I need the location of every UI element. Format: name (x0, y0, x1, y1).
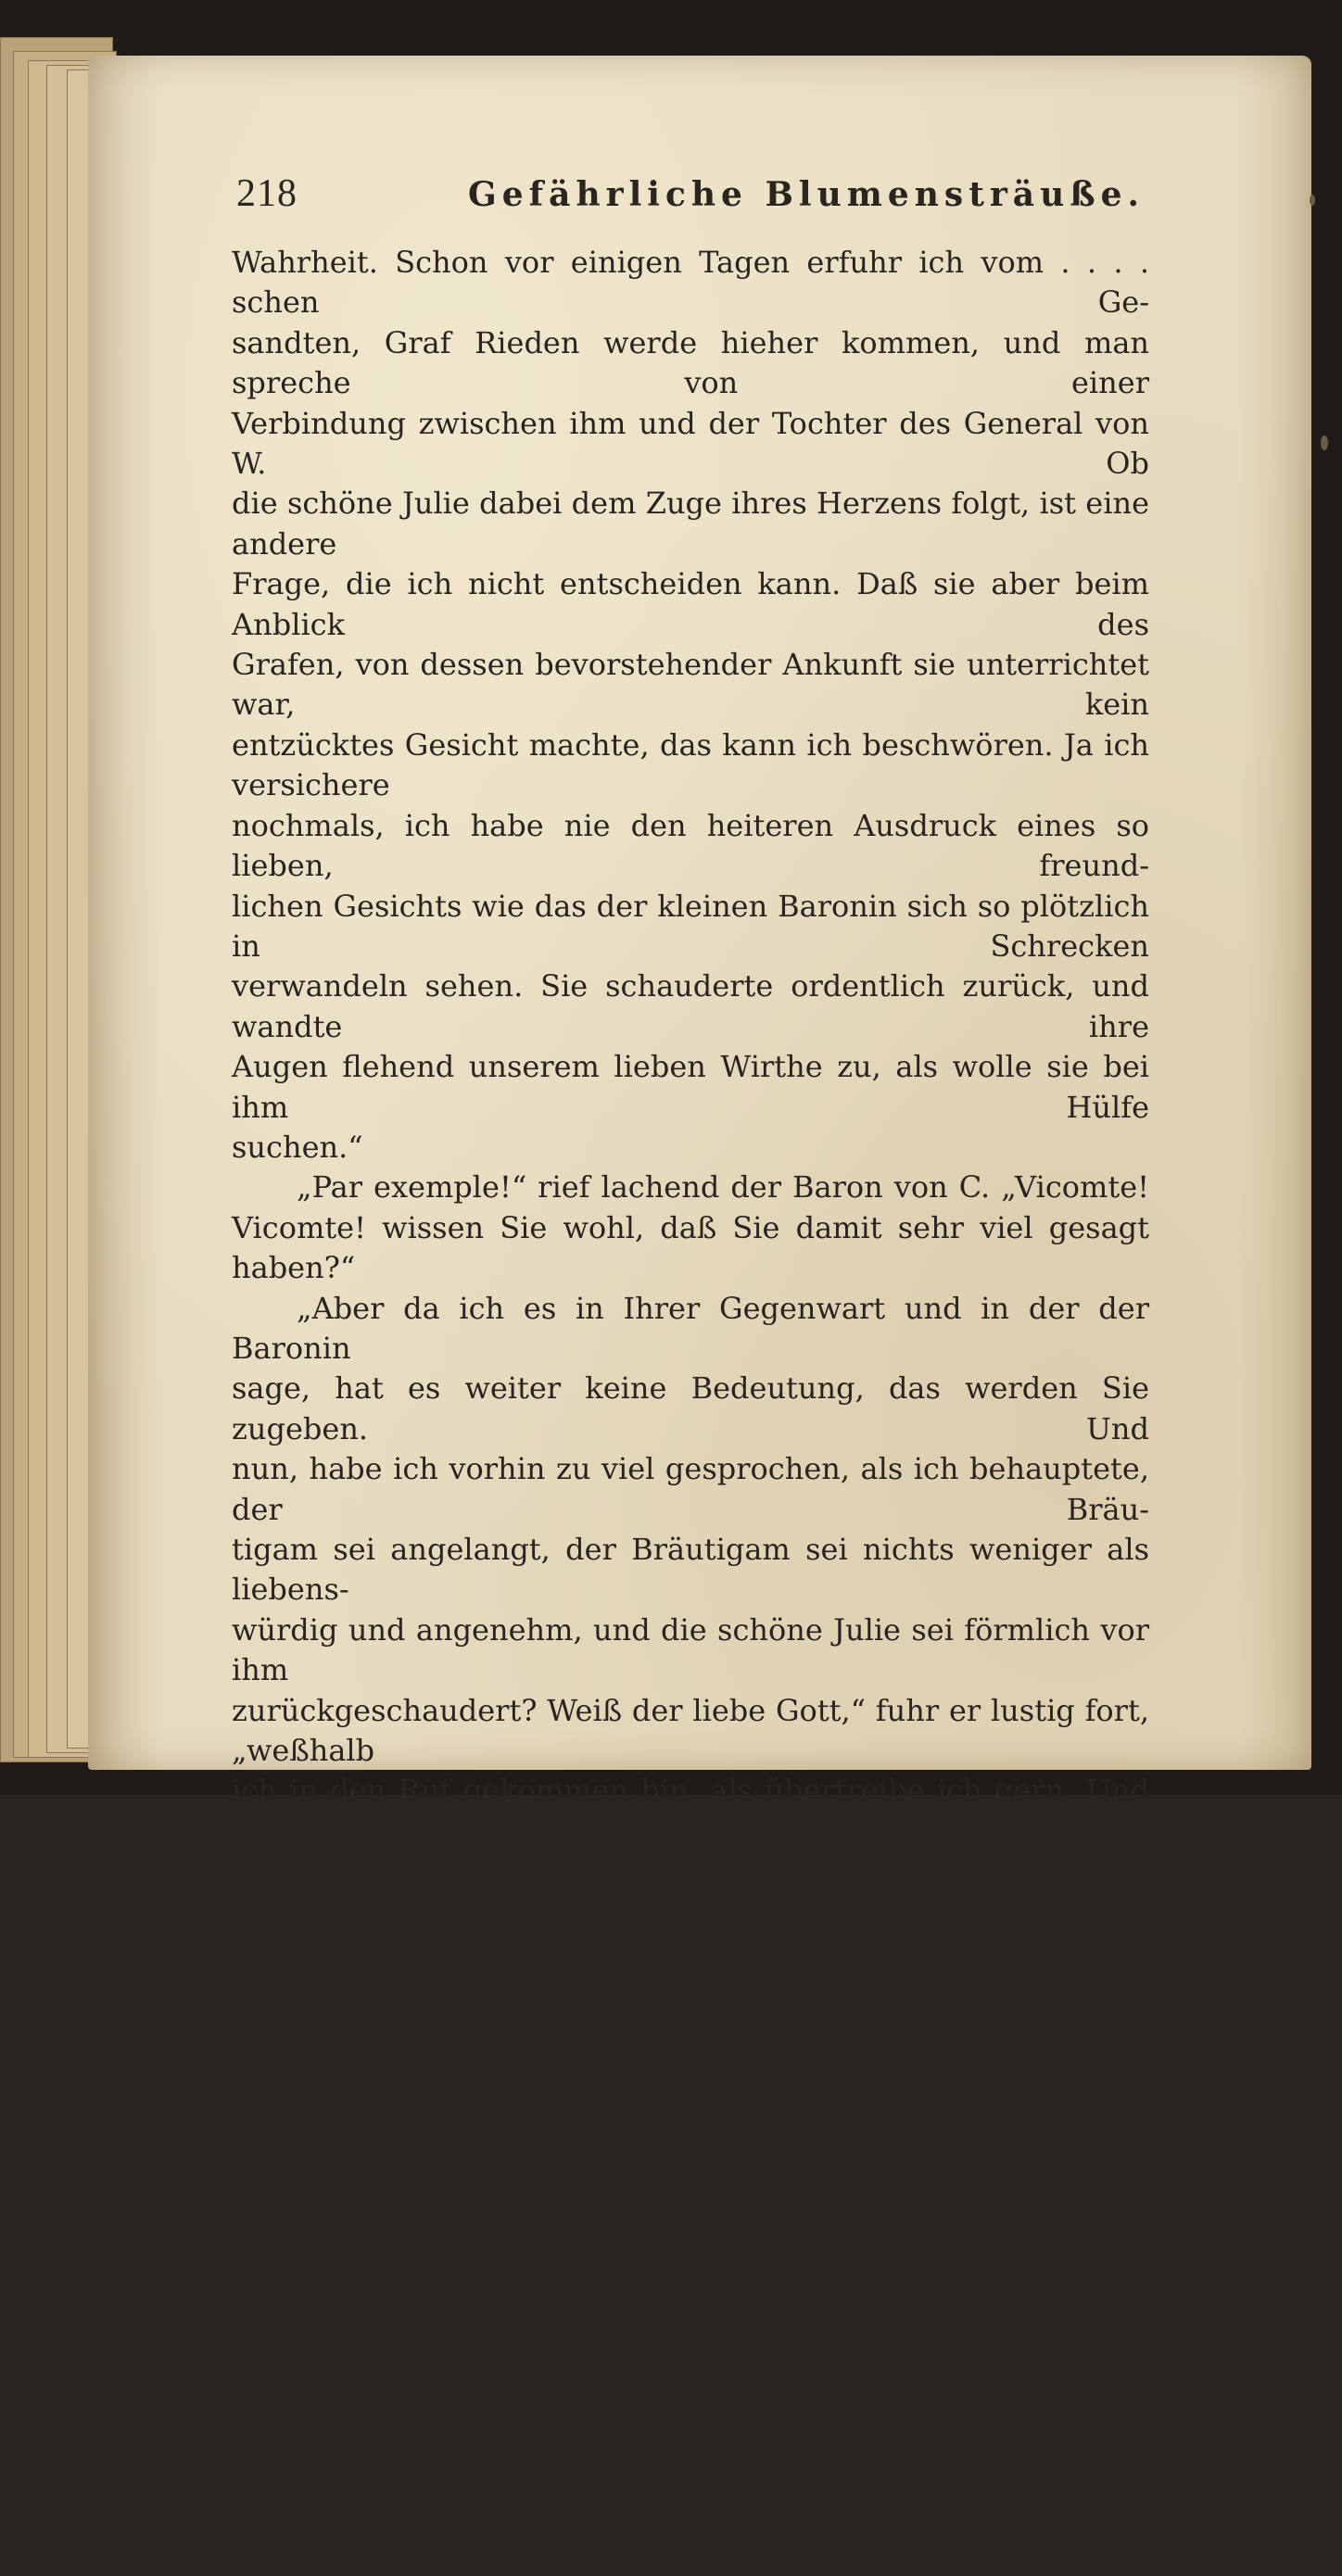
text-line: haftig, es fände sich Jemand, der dich und deine Wetten einmal beim (232, 2175, 1149, 2251)
running-header (236, 171, 1163, 227)
text-line: Frage, die ich nicht entscheiden kann. Daß sie aber beim Anblick des (232, 566, 1149, 642)
text-line: „Und weßhalb?“ fragte der Hausherr. (297, 2416, 863, 2452)
text-line: würdig und angenehm, und die schöne Julie sei förmlich vor ihm (232, 1611, 1149, 1688)
text-line: nochmals, ich habe nie den heiteren Ausdruck eines so lieben, freund- (232, 807, 1149, 884)
text-line: nun, habe ich vorhin zu viel gesprochen, als ich behauptete, der Bräu- (232, 1451, 1149, 1527)
text-line: suchen.“ (232, 1129, 363, 1165)
text-line: Augen flehend unserem lieben Wirthe zu, als wolle sie bei ihm Hülfe (232, 1049, 1149, 1125)
text-line: gleiche Wette: der Graf wird die Baronin nicht heirathen.“ (232, 2376, 1110, 2412)
text-line: sage, hat es weiter keine Bedeutung, das werden Sie zugeben. Und (232, 1370, 1149, 1446)
text-line: tigam sei angelangt, der Bräutigam sei nichts weniger als liebens- (232, 1532, 1149, 1608)
running-title: Gefährliche Blumensträuße. (468, 175, 1146, 214)
text-line: verwandeln sehen. Sie schauderte ordentlich zurück, und wandte ihre (232, 968, 1149, 1044)
paper-speck (1310, 195, 1315, 206)
text-line: Er will nur wie gewöhnlich eine Wette vorschlagen.“ (232, 2537, 1023, 2573)
text-line: „Par exemple!“ rief lachend der Baron von C. „Vicomte! (297, 1169, 1149, 1206)
text-line: Vicomte! wissen Sie wohl, daß Sie damit sehr viel gesagt haben?“ (232, 1209, 1149, 1286)
text-line: Wahrheit. Schon vor einigen Tagen erfuhr ich vom . . . . schen Ge- (232, 245, 1149, 321)
text-line: „Aber da ich es in Ihrer Gegenwart und in der der Baronin (232, 1290, 1149, 1366)
text-line: Verbindung zwischen ihm und der Tochter des General von W. Ob (232, 405, 1149, 482)
text-line: ich in den Ruf gekommen bin, als übertreibe ich gern. Und es hilft der (232, 1773, 1149, 1849)
text-line: armen kleinen Julie nichts, sie wird den Grafen doch heirathen müssen.“ (232, 1853, 1149, 1929)
text-line: „Das weiß er ebenso wenig als wir Andere; Gründe hat er nie. (232, 2456, 1149, 2532)
text-line: „Ich wette nein,“ sprach der Rittmeister mit großer Ruhe. (232, 1934, 1149, 2010)
text-line: lichen Gesichts wie das der kleinen Baronin sich so plötzlich in Schrecken (232, 888, 1149, 964)
text-line: sandten, Graf Rieden werde hieher kommen, und man spreche von einer (232, 324, 1149, 401)
text-line: Grafen, von dessen bevorstehender Ankunft sie unterrichtet war, kein (232, 647, 1149, 723)
paper-speck (1321, 436, 1328, 450)
body-text (232, 243, 1149, 2576)
text-line: Wort nähme.“ (232, 2255, 440, 2292)
text-line: Worauf Alles lachte und Julius sich veranlaßt sah, den Kopf (232, 2014, 1149, 2090)
text-line: seinem Nachbar zuzuwenden und ihm zu sagen: „Ich wollte doch wahr- (232, 2094, 1149, 2171)
text-line: „Ich stehe zu Befehl für Jeden, der Lust hat; alles Ernstes, eine (232, 2295, 1149, 2372)
page-number: 218 (236, 172, 298, 215)
text-line: die schöne Julie dabei dem Zuge ihres Herzens folgt, ist eine andere (232, 486, 1149, 562)
text-line: entzücktes Gesicht machte, das kann ich beschwören. Ja ich versichere (232, 726, 1149, 803)
text-line: zurückgeschaudert? Weiß der liebe Gott,“ fuhr er lustig fort, „weßhalb (232, 1692, 1149, 1769)
